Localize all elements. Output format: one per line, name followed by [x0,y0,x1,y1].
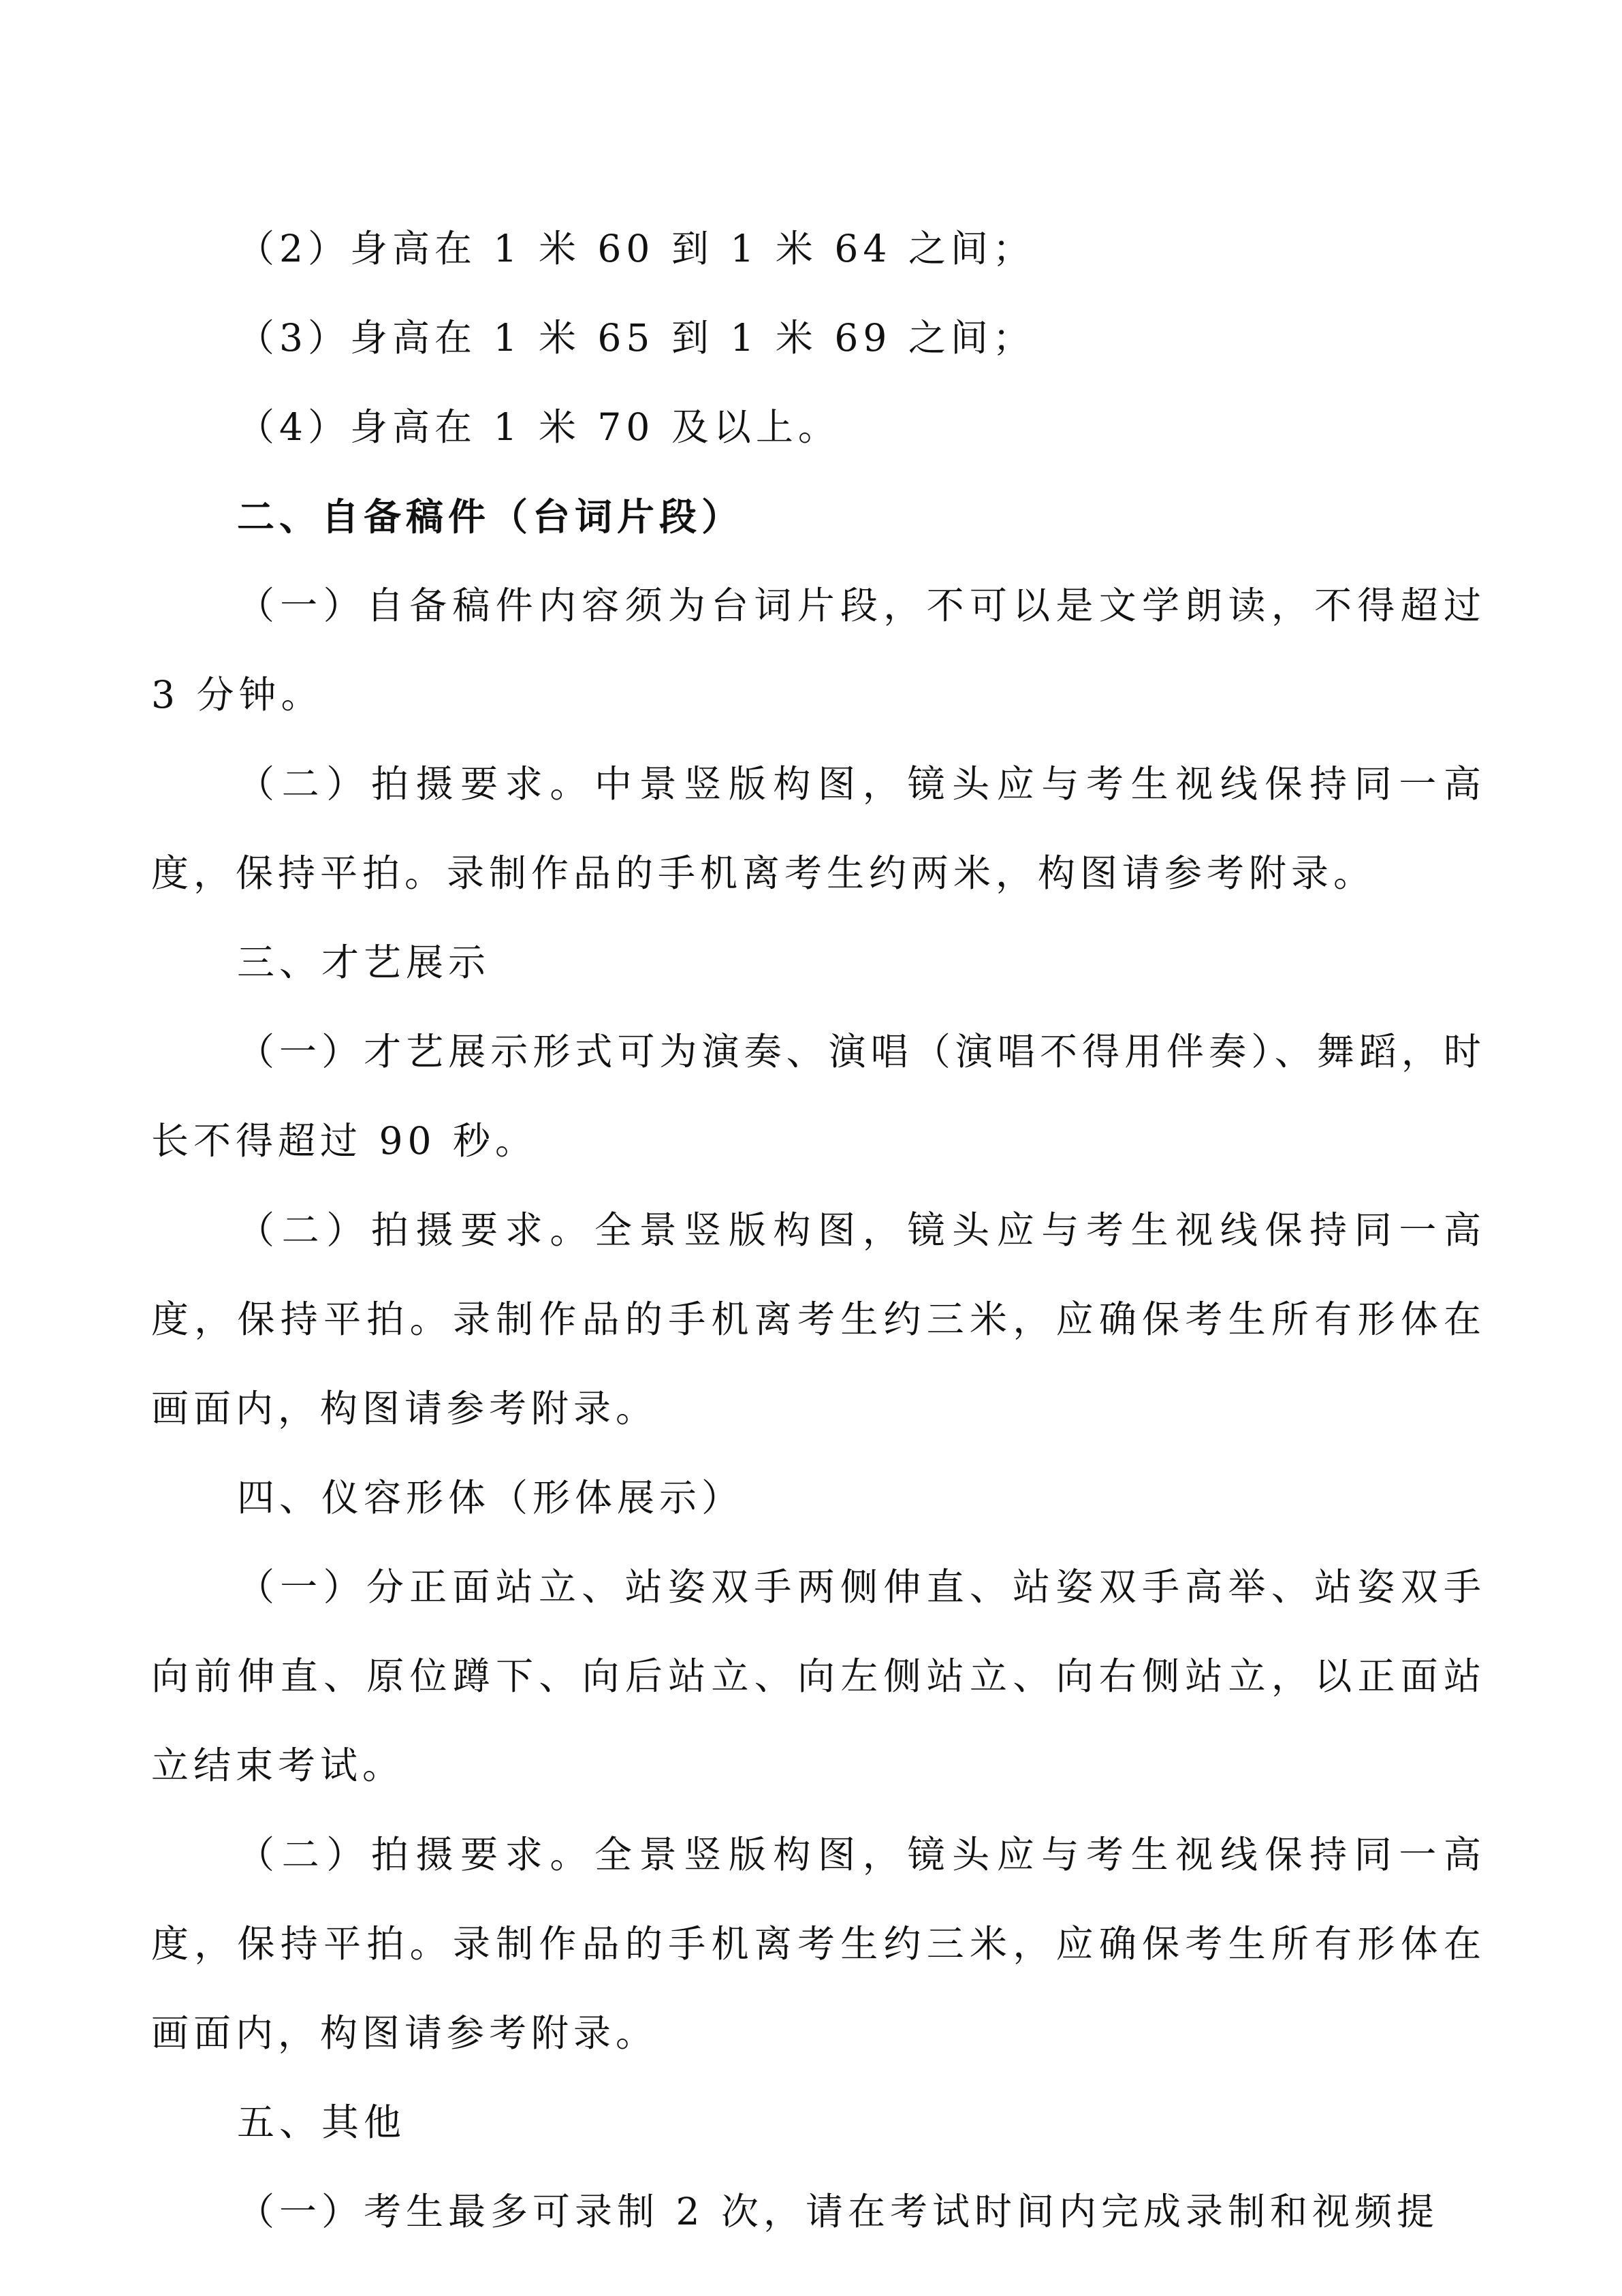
section-2-heading: 二、自备稿件（台词片段） [237,494,744,539]
height-range-2: （2）身高在 1 米 60 到 1 米 64 之间； [237,227,1035,270]
section-3-item-2: （二）拍摄要求。全景竖版构图，镜头应与考生视线保持同一高度，保持平拍。录制作品的手机离考生约三米，应确保考生所有形体在画面内，构图请参考附录。 [151,1208,1486,1430]
section-4-heading: 四、仪容形体（形体展示） [237,1476,744,1520]
section-4-item-1: （一）分正面站立、站姿双手两侧伸直、站姿双手高举、站姿双手向前伸直、原位蹲下、向后站立、向左侧站立、向右侧站立，以正面站立结束考试。 [151,1565,1486,1787]
height-range-3: （3）身高在 1 米 65 到 1 米 69 之间； [237,316,1035,360]
section-2-item-2: （二）拍摄要求。中景竖版构图，镜头应与考生视线保持同一高度，保持平拍。录制作品的手机离考生约两米，构图请参考附录。 [151,762,1486,895]
section-5-item-1: （一）考生最多可录制 2 次，请在考试时间内完成录制和视频提 [237,2190,1439,2233]
section-3-heading: 三、才艺展示 [237,941,491,984]
section-2-item-1: （一）自备稿件内容须为台词片段，不可以是文学朗读，不得超过 3 分钟。 [151,584,1486,717]
section-5-heading: 五、其他 [237,2101,407,2144]
section-4-item-2: （二）拍摄要求。全景竖版构图，镜头应与考生视线保持同一高度，保持平拍。录制作品的手机离考生约三米，应确保考生所有形体在画面内，构图请参考附录。 [151,1833,1486,2055]
section-3-item-1: （一）才艺展示形式可为演奏、演唱（演唱不得用伴奏）、舞蹈，时长不得超过 90 秒。 [151,1030,1486,1163]
height-range-4: （4）身高在 1 米 70 及以上。 [237,405,840,449]
document-body [151,204,1486,2256]
